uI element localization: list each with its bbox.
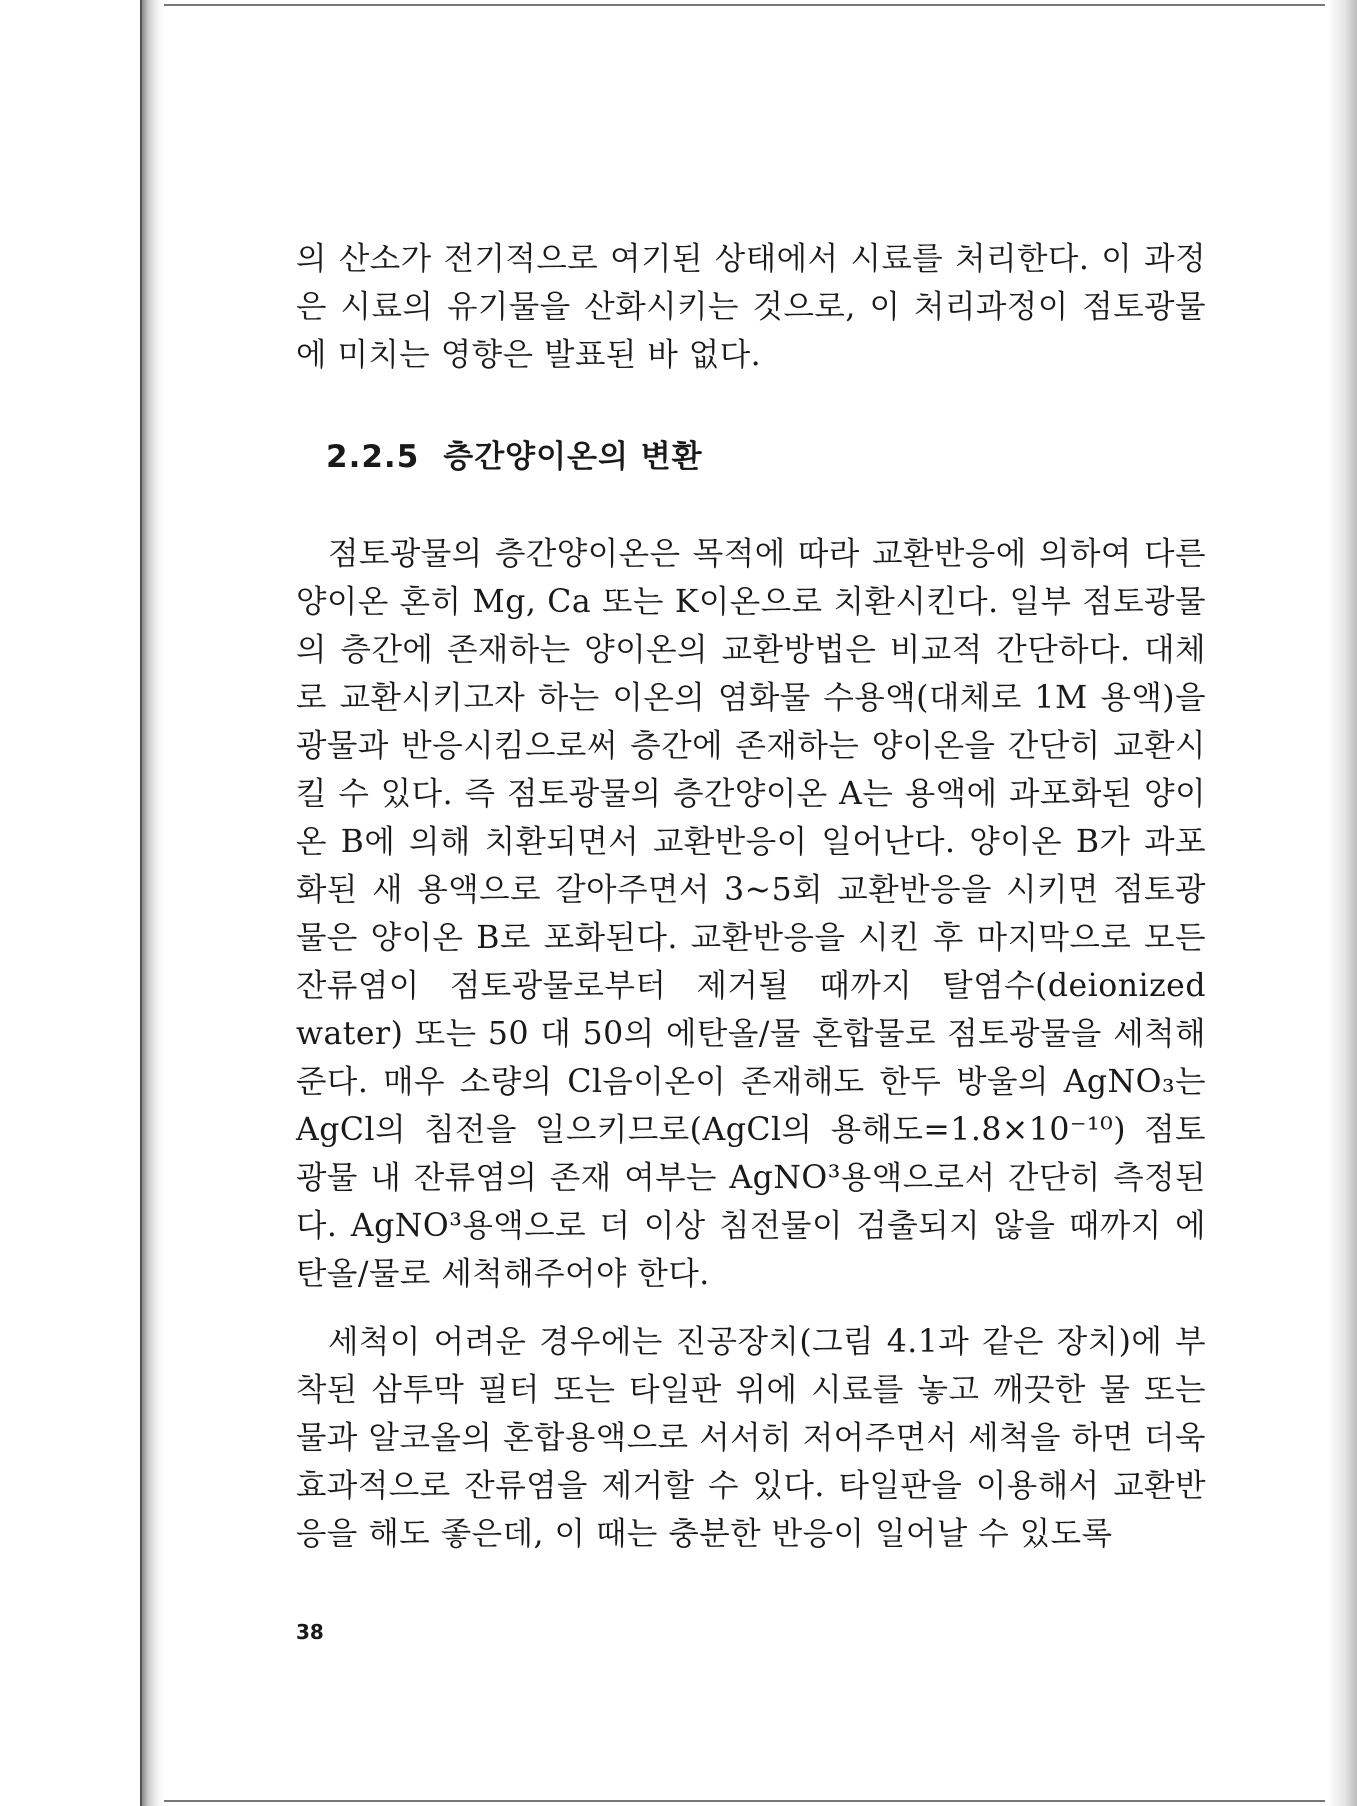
- section-heading: [326, 431, 703, 476]
- paragraph-washing: 세척이 어려운 경우에는 진공장치(그림 4.1과 같은 장치)에 부착된 삼투막 필터 또는 타일판 위에 시료를 놓고 깨끗한 물 또는 물과 알코올의 혼합용액으로 서서히 저어주면서 세척을 하면 더욱 효과적으로 잔류염을 제거할 수 있다. 타일판을 이용해서 교환반응을 해도 좋은데, 이 때는 충분한 반응이 일어날 수 있도록: [296, 1324, 1206, 1552]
- page-bottom-border: [145, 1800, 1325, 1802]
- book-spine-edge: [140, 0, 164, 1806]
- section-number: 2.2.5: [326, 439, 420, 475]
- paragraph-cation-exchange: 점토광물의 층간양이온은 목적에 따라 교환반응에 의하여 다른 양이온 혼히 Mg, Ca 또는 K이온으로 치환시킨다. 일부 점토광물의 층간에 존재하는 양이온의 교환방법은 비교적 간단하다. 대체로 교환시키고자 하는 이온의 염화물 수용액(대체로 1M 용액)을 광물과 반응시킴으로써 층간에 존재하는 양이온을 간단히 교환시킬 수 있다. 즉 점토광물의 층간양이온 A는 용액에 과포화된 양이온 B에 의해 치환되면서 교환반응이 일어난다. 양이온 B가 과포화된 새 용액으로 갈아주면서 3~5회 교환반응을 시키면 점토광물은 양이온 B로 포화된다. 교환반응을 시킨 후 마지막으로 모든 잔류염이 점토광물로부터 제거될 때까지 탈염수(deionized water) 또는 50 대 50의 에탄올/물 혼합물로 점토광물을 세척해준다. 매우 소량의 Cl음이온이 존재해도 한두 방울의 AgNO₃는 AgCl의 침전을 일으키므로(AgCl의 용해도=1.8×10⁻¹⁰) 점토광물 내 잔류염의 존재 여부는 AgNO³용액으로서 간단히 측정된다. AgNO³용액으로 더 이상 침전물이 검출되지 않을 때까지 에탄올/물로 세척해주어야 한다.: [296, 536, 1206, 1292]
- page-number: 38: [296, 1620, 324, 1644]
- page-right-shadow: [1327, 0, 1357, 1806]
- paragraph-continuation: 의 산소가 전기적으로 여기된 상태에서 시료를 처리한다. 이 과정은 시료의 유기물을 산화시키는 것으로, 이 처리과정이 점토광물에 미치는 영향은 발표된 바 없다.: [296, 241, 1206, 373]
- page-top-border: [145, 4, 1325, 6]
- section-title: 층간양이온의 변환: [443, 439, 703, 475]
